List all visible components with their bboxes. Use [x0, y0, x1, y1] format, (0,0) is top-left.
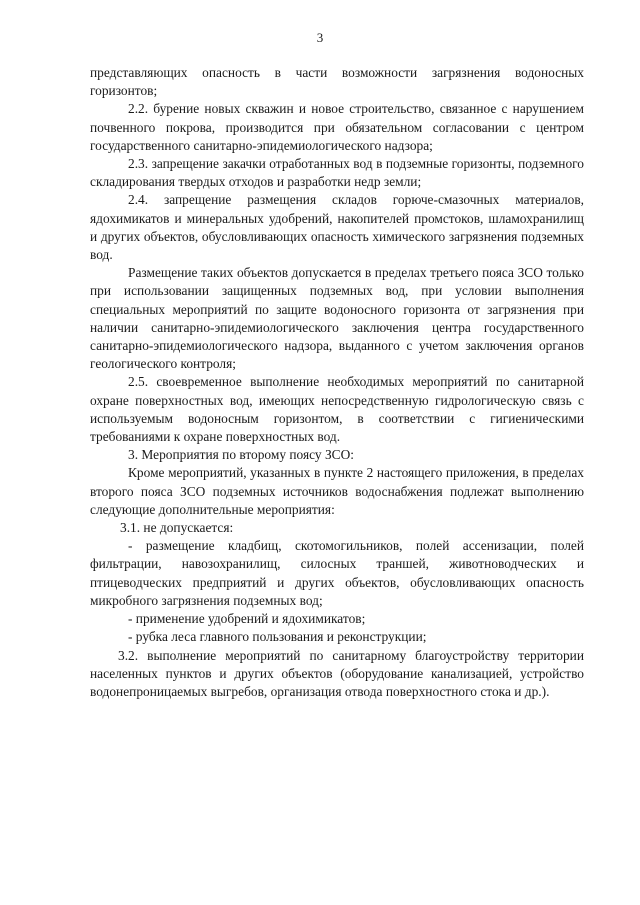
section-3-heading: 3. Мероприятия по второму поясу ЗСО: [128, 447, 354, 463]
paragraph-placement-conditions: Размещение таких объектов допускается в пределах третьего пояса ЗСО только при использовании защищенных подземных вод, при условии выполнения специальных мероприятий по защите водоносного горизонта от загрязнения при наличии санитарно-эпидемиологического заключения центра государственного санитарно-эпидемиологического надзора, выданного с учетом заключения органов геологического контроля; [90, 265, 584, 372]
paragraph-3-1: 3.1. не допускается: [120, 520, 234, 536]
page-number: 3 [316, 30, 324, 45]
paragraph-2-2: 2.2. бурение новых скважин и новое строительство, связанное с нарушением почвенного покрова, производится при обязательном согласовании с центром государственного санитарно-эпидемиологического надзора; [90, 101, 584, 153]
paragraph-continuation: представляющих опасность в части возможности загрязнения водоносных горизонтов; [90, 65, 584, 99]
paragraph-3-2: 3.2. выполнение мероприятий по санитарному благоустройству территории населенных пунктов и других объектов (оборудование канализацией, устройство водонепроницаемых выгребов, организация отвода поверхностного стока и др.). [90, 647, 584, 699]
paragraph-2-5: 2.5. своевременное выполнение необходимых мероприятий по санитарной охране поверхностных вод, имеющих непосредственную гидрологическую связь с используемым водоносным горизонтом, в соответствии с гигиеническими требованиями к охране поверхностных вод. [90, 374, 584, 445]
list-item-placement-ban: - размещение кладбищ, скотомогильников, полей ассенизации, полей фильтрации, навозохранилищ, силосных траншей, животноводческих и птицеводческих предприятий и других объектов, обусловливающих опасность микробного загрязнения подземных вод; [90, 538, 584, 608]
list-item-logging-ban: - рубка леса главного пользования и реконструкции; [128, 629, 427, 645]
paragraph-2-3: 2.3. запрещение закачки отработанных вод в подземные горизонты, подземного складирования твердых отходов и разработки недр земли; [90, 156, 584, 190]
paragraph-2-4: 2.4. запрещение размещения складов горюче-смазочных материалов, ядохимикатов и минеральных удобрений, накопителей промстоков, шламохранилищ и других объектов, обусловливающих опасность химического загрязнения подземных вод. [90, 192, 584, 263]
paragraph-section-3-intro: Кроме мероприятий, указанных в пункте 2 настоящего приложения, в пределах второго пояса ЗСО подземных источников водоснабжения подлежат выполнению следующие дополнительные мероприятия: [90, 465, 584, 517]
document-body [90, 64, 584, 701]
list-item-fertilizers-ban: - применение удобрений и ядохимикатов; [128, 611, 366, 627]
